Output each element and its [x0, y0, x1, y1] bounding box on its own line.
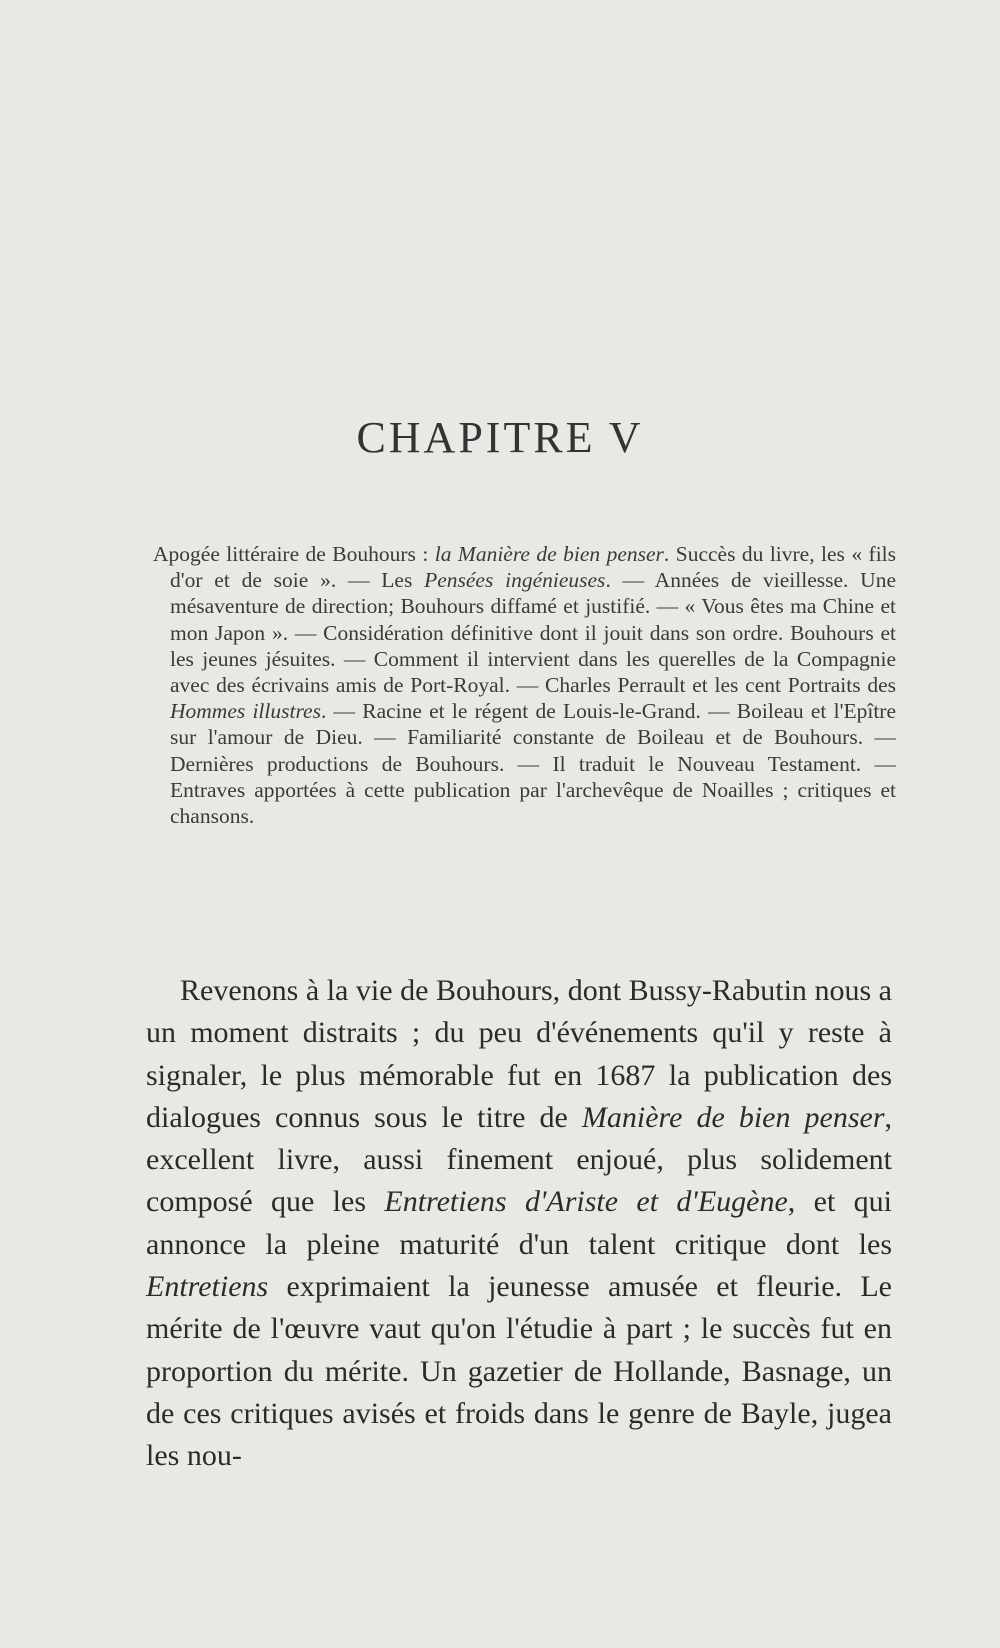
body-segment-italic: Entretiens — [146, 1270, 269, 1304]
chapter-summary — [153, 541, 897, 829]
body-segment: exprimaient la jeunesse amusée et fleurie. Le mérite de l'œuvre vaut qu'on l'étudie à part ; le succès fut en proportion du mérite. Un gazetier de Hollande, Basnage, un de ces critiques avisés et froids dans le genre de Bayle, jugea les nou- — [146, 1270, 892, 1473]
summary-segment-italic: Pensées ingénieuses — [424, 568, 606, 593]
summary-segment: . — Années de vieillesse. Une mésaventure de direction; Bouhours diffamé et justifié. — « Vous êtes ma Chine et mon Japon ». — Considération définitive dont il jouit dans son ordre. Bouhours et les jeunes jésuites. — Comment il intervient dans les querelles de la Compagnie avec des écrivains amis de Port-Royal. — Charles Perrault et les cent Portraits des — [170, 568, 896, 698]
body-segment: Revenons à la vie de Bouhours, dont Bussy-Rabutin nous a un moment distraits ; du peu d'événements qu'il y reste à signaler, le plus mémorable fut en 1687 la publication des dialogues connus sous le titre de — [146, 974, 892, 1134]
summary-segment-italic: Hommes illustres — [170, 699, 321, 724]
body-segment: , et qui annonce la pleine maturité d'un talent critique dont les — [146, 1185, 893, 1261]
summary-segment-italic: la Manière de bien penser — [434, 542, 664, 566]
body-paragraph — [146, 970, 892, 1478]
body-segment-italic: Manière de bien penser — [581, 1100, 885, 1134]
summary-segment: . — Racine et le régent de Louis-le-Grand. — Boileau et l'Epître sur l'amour de Dieu. — Familiarité constante de Boileau et de Bouhours. — Dernières productions de Bouhours. — Il traduit le Nouveau Testament. — Entraves apportées à cette publication par l'archevêque de Noailles ; critiques et chansons. — [170, 699, 896, 829]
body-segment: , excellent livre, aussi finement enjoué, plus solidement composé que les — [146, 1100, 893, 1219]
summary-segment: . Succès du livre, les « fils d'or et de soie ». — Les — [170, 542, 897, 593]
chapter-title: CHAPITRE V — [356, 413, 644, 462]
body-segment-italic: Entretiens d'Ariste et d'Eugène — [384, 1185, 788, 1219]
summary-segment: Apogée littéraire de Bouhours : — [153, 542, 435, 566]
